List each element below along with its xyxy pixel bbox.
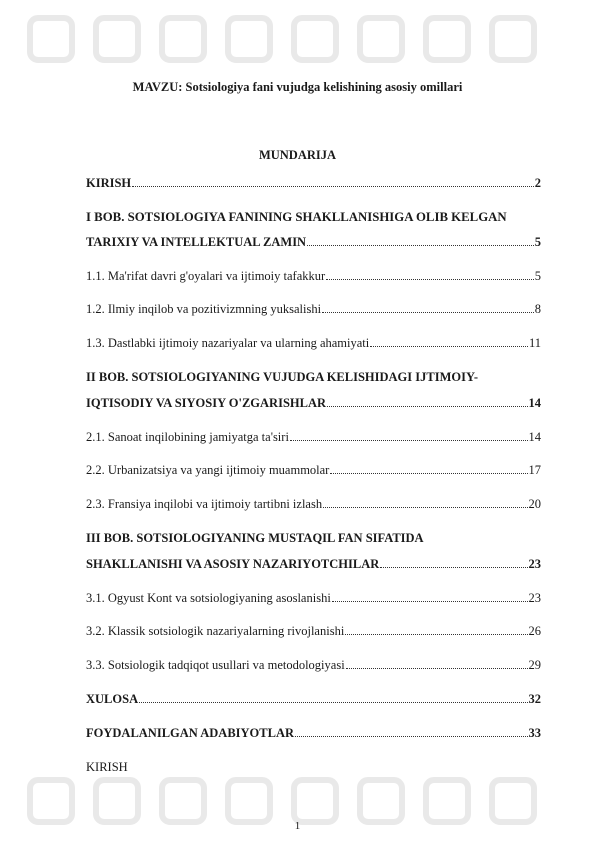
watermark-row-2 [30,780,534,822]
toc-leader [370,345,528,347]
toc-entry[interactable]: XULOSA 32 [86,692,541,706]
toc-entry[interactable]: 1.1. Ma'rifat davri g'oyalari va ijtimoiy tafakkur 5 [86,269,541,283]
toc-leader [346,667,528,669]
toc-entry[interactable]: KIRISH 2 [86,176,541,190]
toc-entry[interactable]: III BOB. SOTSIOLOGIYANING MUSTAQIL FAN SIFATIDA [86,531,424,545]
section-heading-kirish: KIRISH [86,760,128,774]
toc-entry[interactable]: IQTISODIY VA SIYOSIY O'ZGARISHLAR 14 [86,396,541,410]
toc-entry[interactable]: 3.1. Ogyust Kont va sotsiologiyaning asoslanishi 23 [86,591,541,605]
toc-entry[interactable]: I BOB. SOTSIOLOGIYA FANINING SHAKLLANISHIGA OLIB KELGAN [86,210,507,224]
toc-leader [323,506,527,508]
toc-entry[interactable]: 3.3. Sotsiologik tadqiqot usullari va metodologiyasi 29 [86,658,541,672]
toc-leader [330,472,527,474]
toc-leader [345,633,527,635]
toc-leader [132,185,534,187]
toc-entry[interactable]: 3.2. Klassik sotsiologik nazariyalarning rivojlanishi 26 [86,624,541,638]
toc-leader [290,439,528,441]
toc-leader [139,701,527,703]
toc-entry[interactable]: 2.3. Fransiya inqilobi va ijtimoiy tartibni izlash 20 [86,497,541,511]
toc-leader [326,278,534,280]
toc-leader [307,244,534,246]
toc-leader [380,566,527,568]
page-number: 1 [294,820,301,832]
toc-leader [332,600,528,602]
watermark-row-1 [30,18,534,60]
toc-leader [322,311,534,313]
toc-entry[interactable]: 2.2. Urbanizatsiya va yangi ijtimoiy muammolar 17 [86,463,541,477]
toc-entry[interactable]: FOYDALANILGAN ADABIYOTLAR 33 [86,726,541,740]
document-title: MAVZU: Sotsiologiya fani vujudga kelishining asosiy omillari [132,80,463,94]
toc-entry[interactable]: 1.3. Dastlabki ijtimoiy nazariyalar va ularning ahamiyati 11 [86,336,541,350]
toc-entry[interactable]: II BOB. SOTSIOLOGIYANING VUJUDGA KELISHIDAGI IJTIMOIY- [86,370,479,384]
toc-leader [327,405,527,407]
toc-entry[interactable]: 1.2. Ilmiy inqilob va pozitivizmning yuksalishi 8 [86,302,541,316]
toc-entry[interactable]: TARIXIY VA INTELLEKTUAL ZAMIN 5 [86,235,541,249]
toc-entry[interactable]: 2.1. Sanoat inqilobining jamiyatga ta'siri 14 [86,430,541,444]
toc-entry[interactable]: SHAKLLANISHI VA ASOSIY NAZARIYOTCHILAR 23 [86,557,541,571]
toc-leader [295,735,527,737]
toc-heading: MUNDARIJA [258,148,337,162]
